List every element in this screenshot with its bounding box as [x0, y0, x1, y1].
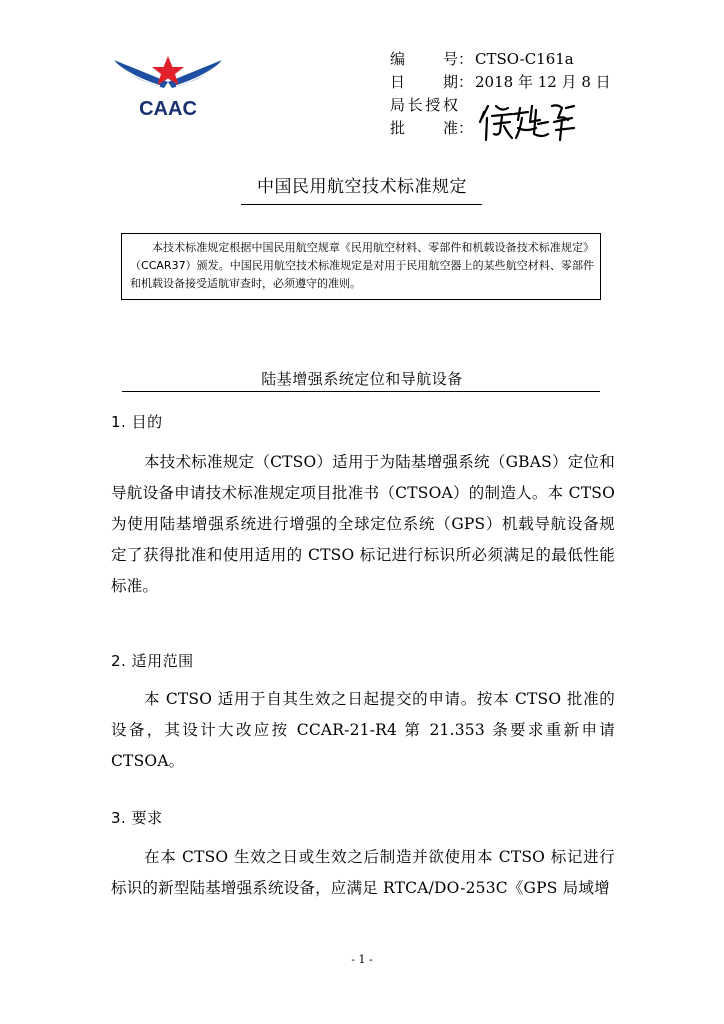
page-number: - 1 - [351, 953, 373, 966]
section-heading-purpose: 1. 目的 [111, 413, 163, 431]
document-subject: 陆基增强系统定位和导航设备 [261, 370, 463, 388]
title-underline [241, 204, 482, 205]
meta-label-authorization: 局长授权 [390, 96, 458, 114]
section-paragraph-purpose: 本技术标准规定（CTSO）适用于为陆基增强系统（GBAS）定位和导航设备申请技术标准规定项目批准书（CTSOA）的制造人。本 CTSO 为使用陆基增强系统进行增强的全球定位系统（GPS）机载导航设备规定了获得批准和使用适用的 CTSO 标记进行标识所必须满足的最低性能标准。 [111, 453, 615, 595]
document-title: 中国民用航空技术标准规定 [257, 177, 467, 197]
section-paragraph-requirements: 在本 CTSO 生效之日或生效之后制造并欲使用本 CTSO 标记进行标识的新型陆基增强系统设备，应满足 RTCA/DO-253C《GPS 局域增 [111, 848, 615, 897]
caac-logo [108, 52, 228, 122]
meta-label-date: 日期 [390, 73, 458, 91]
notice-box: 本技术标准规定根据中国民用航空规章《民用航空材料、零部件和机载设备技术标准规定》（CCAR37）颁发。中国民用航空技术标准规定是对用于民用航空器上的某些航空材料、零部件和机载设备接受适航审查时，必须遵守的准则。 [121, 233, 601, 300]
meta-row-number: 编号 ： CTSO-C161a [390, 48, 710, 71]
logo-text: CAAC [139, 98, 197, 120]
section-heading-scope: 2. 适用范围 [111, 652, 194, 670]
meta-row-approval: 批准 ： [390, 117, 710, 140]
meta-value-date: 2018 年 12 月 8 日 [475, 73, 611, 91]
meta-value-number: CTSO-C161a [475, 50, 574, 68]
subject-underline [122, 391, 600, 392]
meta-label-approval: 批准 [390, 119, 458, 137]
meta-row-date: 日期 ： 2018 年 12 月 8 日 [390, 71, 710, 94]
section-paragraph-scope: 本 CTSO 适用于自其生效之日起提交的申请。按本 CTSO 批准的设备，其设计大改应按 CCAR-21-R4 第 21.353 条要求重新申请 CTSOA。 [111, 690, 615, 770]
meta-label-number: 编号 [390, 50, 458, 68]
signature-image [478, 98, 578, 146]
section-heading-requirements: 3. 要求 [111, 809, 163, 827]
